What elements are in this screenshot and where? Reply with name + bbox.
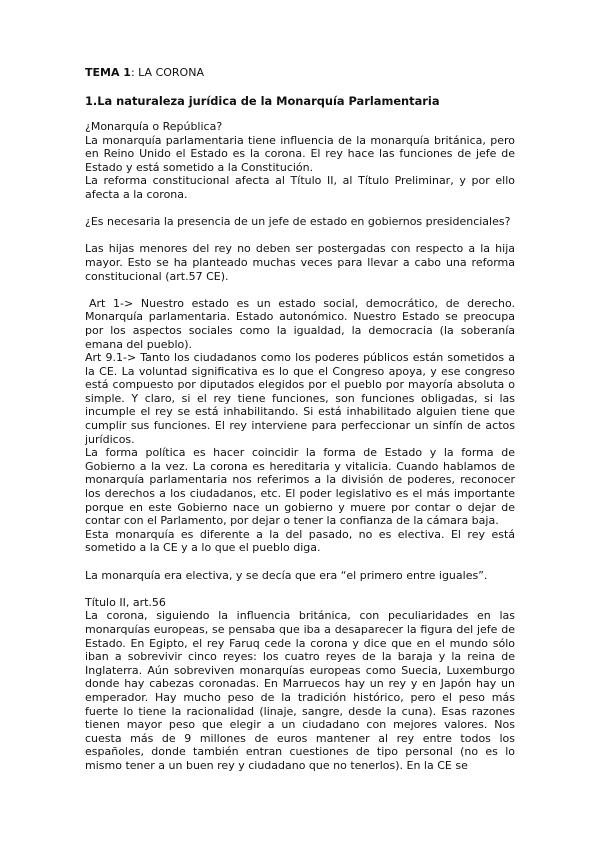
paragraph-not-elective: Esta monarquía es diferente a la del pasado, no es electiva. El rey está sometido a la CE y a lo que el pueblo diga. (85, 527, 515, 555)
paragraph-art-9-1: Art 9.1-> Tanto los ciudadanos como los poderes públicos están sometidos a la CE. La voluntad significativa es lo que el Congreso apoya, y ese congreso está compuesto por diputados elegidos por el pueblo por mayoría absoluta o simple. Y claro, si el rey tiene funciones, son funciones obligadas, si las incumple el rey se está inhabilitando. Si está inhabilitado alguien tiene que cumplir sus funciones. El rey interviene para perfeccionar un sinfín de actos jurídicos. (85, 351, 515, 446)
paragraph-gap (85, 229, 515, 243)
paragraph-gap (85, 283, 515, 297)
paragraph-art-1: Art 1-> Nuestro estado es un estado social, democrático, de derecho. Monarquía parlamentaria. Estado autonómico. Nuestro Estado se preocupa por los aspectos sociales como la igualdad, la democracia (la soberanía emana del pueblo). (85, 296, 515, 351)
paragraph-elective-past: La monarquía era electiva, y se decía que era “el primero entre iguales”. (85, 568, 488, 582)
paragraph-gap (85, 582, 515, 596)
paragraph-question-monarchy: ¿Monarquía o República? (85, 120, 223, 133)
paragraph-constitutional-reform: La reforma constitucional afecta al Título II, al Título Preliminar, y por ello afecta a la corona. (85, 174, 515, 201)
paragraph-gap (85, 202, 515, 216)
document-title (85, 66, 515, 80)
title-topic-name: : LA CORONA (130, 66, 204, 79)
document-page (85, 66, 515, 773)
paragraph-question-head-of-state: ¿Es necesaria la presencia de un jefe de estado en gobiernos presidenciales? (85, 215, 511, 229)
paragraph-crown-influence: La corona, siguiendo la influencia británica, con peculiaridades en las monarquías europeas, se pensaba que iba a desaparecer la figura del jefe de Estado. En Egipto, el rey Faruq cede la corona y dice que en el mundo sólo iban a sobrevivir cinco reyes: los cuatro reyes de la baraja y la reina de Inglaterra. Aún sobreviven monarquías europeas como Suecia, Luxemburgo donde hay cabezas coronadas. En Marruecos hay un rey y en Japón hay un emperador. Hay mucho peso de la tradición histórico, pero el peso más fuerte lo tiene la racionalidad (linaje, sangre, desde la cuna). Esas razones tienen mayor peso que elegir a un ciudadano con mejores valores. Nos cuesta más de 9 millones de euros mantener al rey entre todos los españoles, donde también entran cuestiones de tipo personal (no es lo mismo tener a un buen rey y ciudadano que no tenerlos). En la CE se (85, 609, 515, 772)
paragraph-british-influence: La monarquía parlamentaria tiene influencia de la monarquía británica, pero en Reino Unido el Estado es la corona. El rey hace las funciones de jefe de Estado y está sometido a la Constitución. (85, 133, 515, 174)
section-heading: 1.La naturaleza jurídica de la Monarquía Parlamentaria (85, 94, 440, 108)
paragraph-gap (85, 555, 515, 569)
title-topic-label: TEMA 1 (85, 66, 131, 79)
paragraph-succession: Las hijas menores del rey no deben ser postergadas con respecto a la hija mayor. Esto se ha planteado muchas veces para llevar a cabo una reforma constitucional (art.57 CE). (85, 242, 515, 283)
paragraph-political-form: La forma política es hacer coincidir la forma de Estado y la forma de Gobierno a la vez. La corona es hereditaria y vitalicia. Cuando hablamos de monarquía parlamentaria nos referimos a la división de poderes, reconocer los derechos a los ciudadanos, etc. El poder legislativo es el más importante porque en este Gobierno nace un gobierno y muere por contar o dejar de contar con el Parlamento, por dejar o tener la confianza de la cámara baja. (85, 446, 515, 528)
paragraph-title-ii: Título II, art.56 (85, 595, 166, 609)
